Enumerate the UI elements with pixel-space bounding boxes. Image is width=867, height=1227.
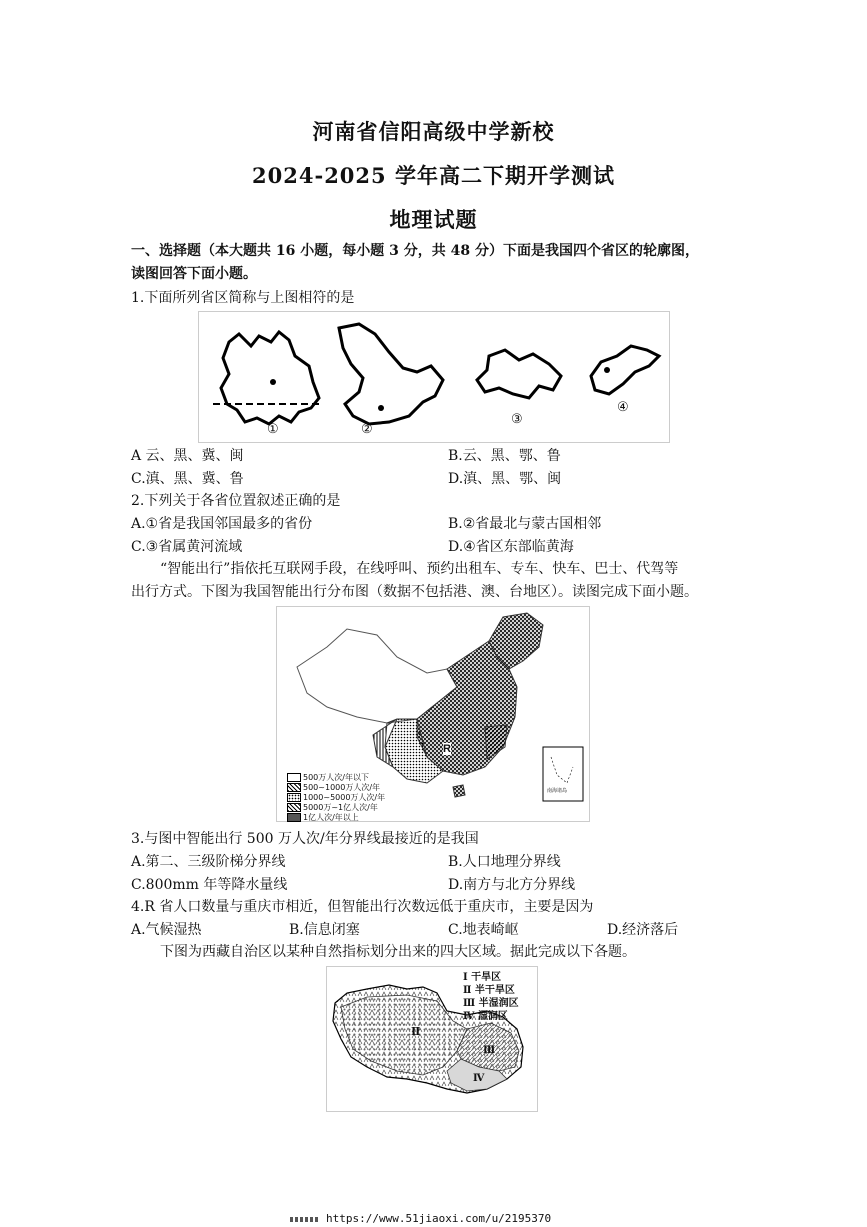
tibet-legend-item: Ⅳ 湿润区 <box>463 1011 508 1022</box>
q3-option-c: C.800mm 年等降水量线 <box>131 877 288 893</box>
tibet-legend-item: Ⅰ 干旱区 <box>463 972 502 983</box>
province-outline-3 <box>477 350 561 398</box>
legend-item: 500万人次/年以下 <box>287 773 385 783</box>
q2-option-b: B.②省最北与蒙古国相邻 <box>448 516 602 532</box>
section-intro-line1: 一、选择题（本大题共 16 小题，每小题 3 分，共 48 分）下面是我国四个省区的轮廓图， <box>131 243 699 259</box>
q4-option-a: A.气候湿热 <box>131 922 202 938</box>
china-map-legend <box>287 773 385 823</box>
province-outline-2 <box>339 324 443 424</box>
q3-option-b: B.人口地理分界线 <box>448 854 561 870</box>
q2-option-a: A.①省是我国邻国最多的省份 <box>131 516 313 532</box>
legend-item: 500~1000万人次/年 <box>287 783 385 793</box>
inset-caption: 南海诸岛 <box>547 788 568 794</box>
footer-url[interactable] <box>290 1212 551 1225</box>
q4-stem: 4.R 省人口数量与重庆市相近，但智能出行次数远低于重庆市，主要是因为 <box>131 899 594 915</box>
figure-label-2: ② <box>361 422 373 437</box>
figure-label-1: ① <box>267 422 279 437</box>
tibet-legend-item: Ⅲ 半湿润区 <box>463 998 519 1009</box>
tibet-label-4: Ⅳ <box>473 1073 485 1084</box>
china-travel-map <box>276 606 590 822</box>
province-outline-4 <box>591 346 659 394</box>
q1-option-b: B.云、黑、鄂、鲁 <box>448 448 561 464</box>
q4-option-b: B.信息闭塞 <box>289 922 360 938</box>
subject-title: 地理试题 <box>389 207 478 232</box>
passage3-line1: 下图为西藏自治区以某种自然指标划分出来的四大区域。据此完成以下各题。 <box>160 944 636 960</box>
legend-item: 1亿人次/年以上 <box>287 813 385 823</box>
exam-title: 2024-2025 学年高二下期开学测试 <box>252 163 615 188</box>
q2-option-c: C.③省属黄河流域 <box>131 539 243 555</box>
map-hainan <box>453 785 465 797</box>
q3-stem: 3.与图中智能出行 500 万人次/年分界线最接近的是我国 <box>131 831 479 847</box>
province-outline-1 <box>221 332 319 424</box>
passage2-line1: “智能出行”指依托互联网手段，在线呼叫、预约出租车、专车、快车、巴士、代驾等 <box>160 561 679 577</box>
q1-stem: 1.下面所列省区简称与上图相符的是 <box>131 290 355 306</box>
q1-option-d: D.滇、黑、鄂、闽 <box>448 471 562 487</box>
figure-label-3: ③ <box>511 412 523 427</box>
q4-option-d: D.经济落后 <box>607 922 679 938</box>
tibet-legend <box>463 971 519 1023</box>
q2-stem: 2.下列关于各省位置叙述正确的是 <box>131 493 341 509</box>
q4-option-c: C.地表崎岖 <box>448 922 519 938</box>
tibet-label-2: Ⅱ <box>411 1025 421 1038</box>
province-outlines-figure <box>198 311 670 443</box>
tibet-legend-item: Ⅱ 半干旱区 <box>463 985 515 996</box>
passage2-line2: 出行方式。下图为我国智能出行分布图（数据不包括港、澳、台地区）。读图完成下面小题。 <box>131 584 698 600</box>
legend-item: 1000~5000万人次/年 <box>287 793 385 803</box>
q1-option-c: C.滇、黑、冀、鲁 <box>131 471 244 487</box>
section-intro-line2: 读图回答下面小题。 <box>131 266 257 282</box>
legend-item: 5000万~1亿人次/年 <box>287 803 385 813</box>
tibet-regions-map <box>326 966 538 1112</box>
q2-option-d: D.④省区东部临黄海 <box>448 539 574 555</box>
q3-option-a: A.第二、三级阶梯分界线 <box>131 854 286 870</box>
figure-label-4: ④ <box>617 400 629 415</box>
tibet-label-3: Ⅲ <box>483 1045 496 1056</box>
q1-option-a: A 云、黑、冀、闽 <box>131 448 244 464</box>
q3-option-d: D.南方与北方分界线 <box>448 877 576 893</box>
province-r-label: R <box>443 743 451 755</box>
footer-url-text[interactable]: https://www.51jiaoxi.com/u/2195370 <box>326 1212 552 1225</box>
footer-logo-icon <box>290 1217 320 1222</box>
school-title: 河南省信阳高级中学新校 <box>312 119 555 144</box>
